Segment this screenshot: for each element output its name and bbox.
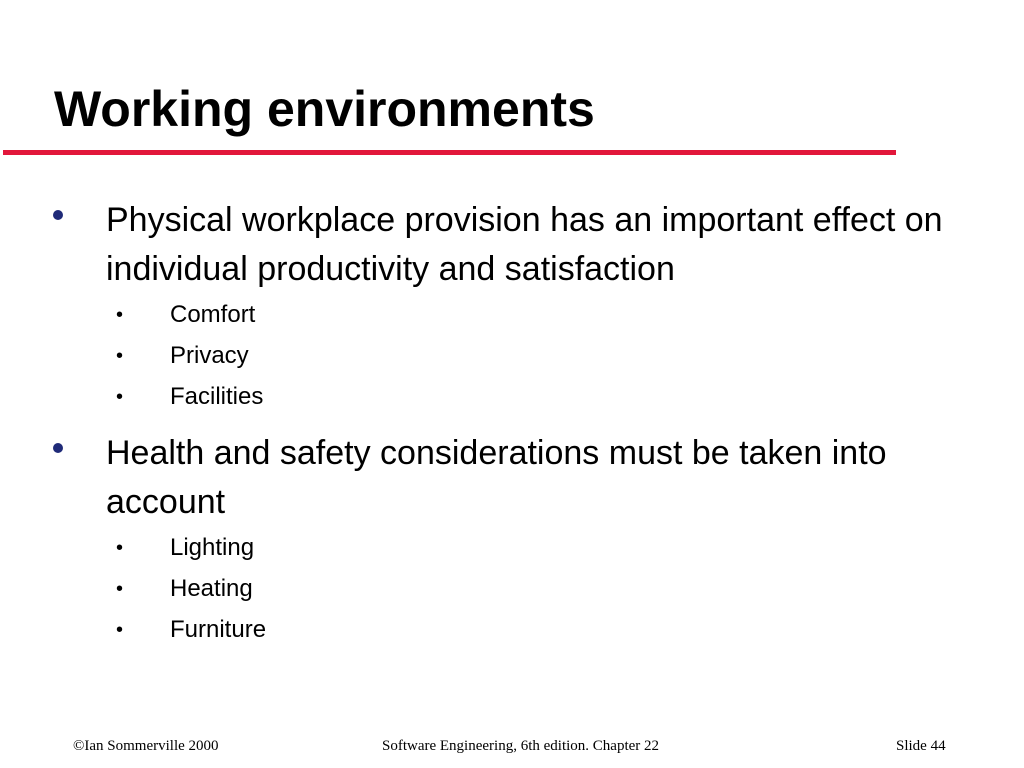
title-underline [3, 150, 896, 155]
sub-bullet-text: Privacy [170, 342, 249, 369]
sub-bullet-item [106, 380, 1024, 421]
bullet-point [0, 196, 1024, 421]
sub-bullet-list [106, 531, 1024, 654]
sub-bullet-list [106, 298, 1024, 421]
sub-bullet-item [106, 298, 1024, 339]
footer-slide-number: Slide 44 [896, 738, 946, 754]
sub-bullet-item [106, 613, 1024, 654]
sub-bullet-icon: • [116, 386, 124, 408]
sub-bullet-item [106, 531, 1024, 572]
sub-bullet-text: Furniture [170, 616, 267, 643]
bullet-dot-icon [53, 443, 63, 453]
slide-title: Working environments [54, 81, 595, 137]
sub-bullet-text: Lighting [170, 534, 255, 561]
sub-bullet-text: Facilities [170, 383, 264, 410]
footer-book-title: Software Engineering, 6th edition. Chapter 22 [382, 738, 660, 754]
bullet-point [0, 429, 1024, 654]
sub-bullet-icon: • [116, 304, 124, 326]
sub-bullet-icon: • [116, 619, 124, 641]
sub-bullet-text: Comfort [170, 301, 256, 328]
sub-bullet-text: Heating [170, 575, 253, 602]
bullet-text: Physical workplace provision has an important effect on individual productivity and satisfaction [106, 201, 943, 288]
sub-bullet-icon: • [116, 345, 124, 367]
bullet-dot-icon [53, 210, 63, 220]
bullet-list [0, 196, 1024, 662]
sub-bullet-item [106, 339, 1024, 380]
sub-bullet-item [106, 572, 1024, 613]
sub-bullet-icon: • [116, 578, 124, 600]
sub-bullet-icon: • [116, 537, 124, 559]
bullet-text: Health and safety considerations must be taken into account [106, 434, 887, 521]
footer-copyright: ©Ian Sommerville 2000 [73, 738, 219, 754]
